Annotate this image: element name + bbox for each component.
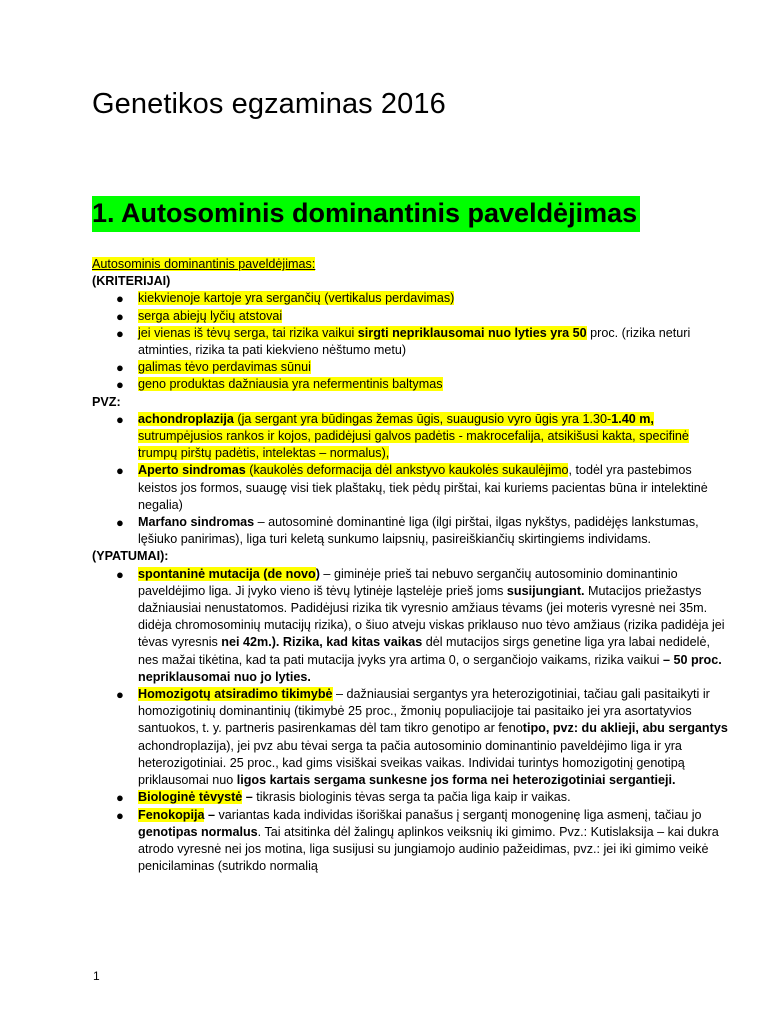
feature-text-bold: susijungiant. [506, 583, 585, 598]
document-body [92, 256, 728, 875]
list-item [92, 325, 728, 359]
list-item [92, 686, 728, 789]
criteria-text: jei vienas iš tėvų serga, tai rizika vaikui [138, 325, 358, 340]
feature-name-tail: – [242, 790, 253, 805]
subheading [92, 256, 728, 273]
list-item [92, 376, 728, 393]
feature-name: Fenokopija [138, 807, 205, 822]
feature-text: . Tai atsitinka dėl žalingų aplinkos veiksnių iki gimimo. Pvz.: Kutislaksija – kai dukra atrodo vyresnė nei jos motina, liga susijusi su jungiamojo audinio pažeidimas, pvz.: jei iki gimimo veikė penicilaminas (sutrikdo normalią [138, 824, 719, 874]
feature-text: achondroplazija), jei pvz abu tėvai serga ta pačia autosominio dominantinio paveldėjimo liga ir yra heterozigotiniai. 25 proc., kad gims visiškai sveikas vaikas. Individai turintys homozigotinį genotipą priklausomai nuo [138, 738, 685, 788]
document-title: Genetikos egzaminas 2016 [92, 88, 446, 120]
features-list [92, 566, 728, 876]
example-text: (kaukolės deformacija dėl ankstyvo kaukolės sukaulėjimo [245, 463, 569, 478]
feature-text: – dažniausiai sergantys yra heterozigotiniai, tačiau gali pasitaikyti ir homozigotinių dominantinių (tikimybė 25 proc., žmonių populiacijoje tai pasitaiko jei yra asortatyvios santuokos, t. y. partneris pasirenkamas dėl tam tikro genotipo ar feno [138, 687, 710, 736]
feature-name: Biologinė tėvystė [138, 790, 243, 805]
list-item [92, 566, 728, 686]
example-text-tail: – autosominė dominantinė liga (ilgi pirštai, ilgas nykštys, padidėjęs lankstumas, lęšiuko panirimas), liga turi keletą sunkumo laipsnių, pasireiškiančių skirtingiems individams. [138, 515, 699, 547]
list-item [92, 290, 728, 307]
bullet-icon: ● [116, 807, 124, 823]
list-item [92, 411, 728, 463]
list-item [92, 308, 728, 325]
feature-text-bold: nei 42m.). Rizika, kad kitas vaikas [221, 635, 423, 650]
example-text: (ja sergant yra būdingas žemas ūgis, suaugusio vyro ūgis yra 1.30- [233, 411, 612, 426]
bullet-icon: ● [116, 291, 124, 307]
feature-text-bold: abu sergantys [642, 721, 728, 736]
criteria-text: serga abiejų lyčių atstovai [138, 308, 283, 323]
bullet-icon: ● [116, 377, 124, 393]
bullet-icon: ● [116, 790, 124, 806]
examples-label: PVZ: [92, 394, 121, 409]
criteria-text: galimas tėvo perdavimas sūnui [138, 360, 311, 375]
feature-text: variantas kada individas išoriškai panašus į sergantį monogeninę liga asmenį, tačiau jo [215, 807, 702, 822]
examples-list [92, 411, 728, 549]
criteria-list [92, 290, 728, 393]
criteria-text: geno produktas dažniausia yra nefermentinis baltymas [138, 377, 443, 392]
bullet-icon: ● [116, 687, 124, 703]
feature-name: spontaninė mutacija (de novo [138, 566, 316, 581]
feature-text: – giminėje prieš tai nebuvo sergančių autosominio dominantinio paveldėjimo liga. Ji įvyko vieno iš tėvų lytinėje ląstelėje prieš joms [138, 566, 678, 598]
criteria-text: kiekvienoje kartoje yra sergančių (vertikalus perdavimas) [138, 291, 455, 306]
page-number: 1 [93, 969, 100, 983]
subheading-text: Autosominis dominantinis paveldėjimas: [92, 257, 316, 271]
bullet-icon: ● [116, 515, 124, 531]
list-item [92, 462, 728, 514]
list-item [92, 807, 728, 876]
bullet-icon: ● [116, 308, 124, 324]
features-label: (YPATUMAI): [92, 549, 169, 564]
example-name: achondroplazija [138, 411, 234, 426]
example-text-bold: 1.40 m, [611, 411, 654, 426]
feature-text-bold: – 50 proc. nepriklausomai nuo jo lyties. [138, 652, 722, 684]
feature-text-bold: genotipas normalus [138, 824, 258, 839]
example-name: Marfano sindromas [138, 515, 255, 530]
feature-text-bold: ligos kartais sergama sunkesne jos forma nei heterozigotiniai sergantieji. [236, 773, 676, 788]
feature-text: tikrasis biologinis tėvas serga ta pačia liga kaip ir vaikas. [252, 790, 571, 805]
bullet-icon: ● [116, 325, 124, 341]
bullet-icon: ● [116, 566, 124, 582]
example-text-tail: , todėl yra pastebimos keistos jos formos, suaugę visi tiek plaštakų, tiek pėdų pirštai, kai kuriems pacientas būna ir intelektinė negalia) [138, 463, 708, 512]
feature-text-bold: tipo, pvz: du aklieji, [522, 721, 639, 736]
example-name: Aperto sindromas [138, 463, 246, 478]
bullet-icon: ● [116, 360, 124, 376]
feature-name-tail: – [204, 807, 215, 822]
list-item [92, 359, 728, 376]
criteria-label: (KRITERIJAI) [92, 274, 171, 289]
bullet-icon: ● [116, 411, 124, 427]
example-text-cont: sutrumpėjusios rankos ir kojos, padidėjusi galvos padėtis - makrocefalija, atsikišusi kakta, specifinė trumpų pirštų padėtis, intelektas – normalus), [138, 429, 689, 461]
feature-text: dėl mutacijos sirgs genetine liga yra labai nedidelė, nes mažai tikėtina, kad ta pati mutacija įvyks yra artima 0, o sergančiojo vaikams, rizika vaikui [138, 635, 710, 667]
feature-name-tail: ) [315, 566, 320, 581]
feature-text: Mutacijos priežastys dažniausiai nenustatomos. Padidėjusi rizika tik vyresnio amžiaus tėvams (jei moteris vyresnė nei 35m. didėja chromosominių mutacijų rizika), o šiuo atveju viskas priklauso nuo tėvo amžiaus (rizika padidėja jei tėvas vyresnis [138, 583, 725, 650]
feature-name: Homozigotų atsiradimo tikimybė [138, 687, 333, 702]
bullet-icon: ● [116, 463, 124, 479]
section-heading: 1. Autosominis dominantinis paveldėjimas [92, 196, 640, 232]
list-item [92, 514, 728, 548]
criteria-text-bold: sirgti nepriklausomai nuo lyties yra 50 [357, 325, 587, 340]
list-item [92, 789, 728, 806]
criteria-text-tail: proc. (rizika neturi atminties, rizika ta pati kiekvieno nėštumo metu) [138, 325, 691, 358]
